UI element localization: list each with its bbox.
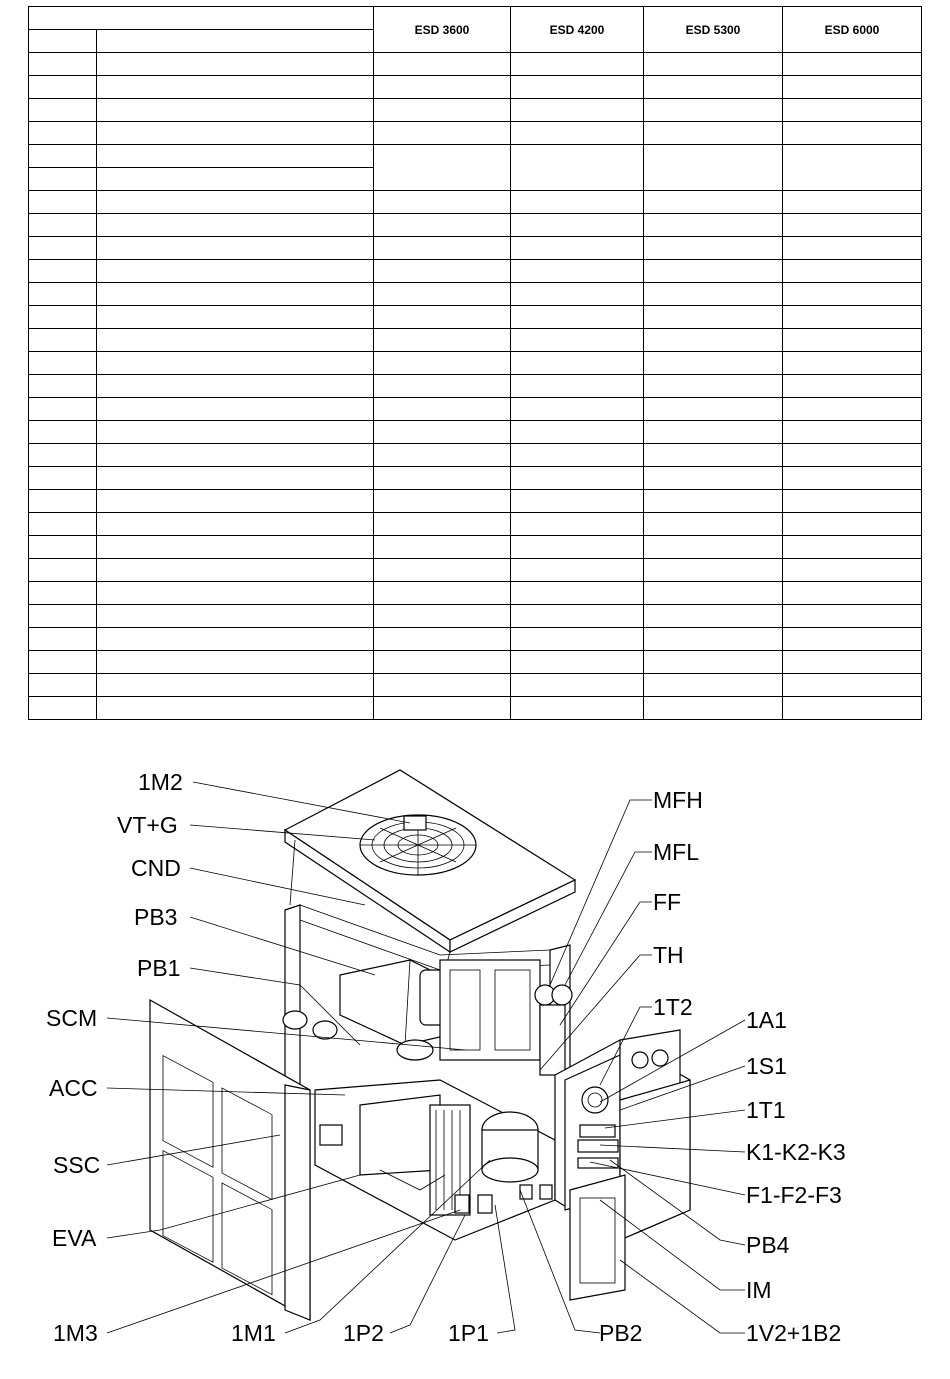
model-value-cell [644,674,783,697]
model-value-cell [783,122,922,145]
callout-label-acc: ACC [49,1075,98,1101]
model-value-cell [374,122,511,145]
model-value-cell [783,697,922,720]
model-value-cell [644,559,783,582]
model-value-cell [783,467,922,490]
model-value-cell [374,352,511,375]
model-value-cell [374,582,511,605]
model-value-cell [511,306,644,329]
description-cell [97,99,374,122]
model-value-cell [374,513,511,536]
callout-label-vt-g: VT+G [117,812,178,838]
model-value-cell [374,421,511,444]
code-cell [29,53,97,76]
description-cell [97,398,374,421]
table-row [29,674,922,697]
model-value-cell [511,674,644,697]
model-value-cell [644,536,783,559]
code-cell [29,536,97,559]
model-header-esd-5300: ESD 5300 [644,7,783,53]
model-value-cell [644,145,783,191]
description-cell [97,283,374,306]
description-cell [97,375,374,398]
model-value-cell [783,628,922,651]
model-value-cell [374,99,511,122]
description-cell [97,191,374,214]
callout-label-1m3: 1M3 [53,1320,98,1346]
model-value-cell [783,513,922,536]
code-cell [29,421,97,444]
model-value-cell [644,651,783,674]
model-value-cell [783,99,922,122]
model-value-cell [374,398,511,421]
model-value-cell [644,283,783,306]
code-cell [29,168,97,191]
model-value-cell [644,444,783,467]
table-row [29,122,922,145]
model-value-cell [511,375,644,398]
callout-label-1t2: 1T2 [653,994,693,1020]
description-cell [97,260,374,283]
table-row [29,536,922,559]
callout-label-1m2: 1M2 [138,769,183,795]
model-value-cell [374,260,511,283]
description-column-header [97,30,374,53]
callout-label-1p2: 1P2 [343,1320,384,1346]
model-value-cell [783,582,922,605]
model-value-cell [783,352,922,375]
model-header-esd-4200: ESD 4200 [511,7,644,53]
model-value-cell [511,214,644,237]
table-row [29,605,922,628]
callout-label-scm: SCM [46,1005,98,1031]
model-value-cell [511,352,644,375]
table-row [29,421,922,444]
model-value-cell [511,398,644,421]
model-value-cell [783,145,922,191]
code-cell [29,559,97,582]
model-value-cell [644,513,783,536]
model-value-cell [644,329,783,352]
table-row [29,651,922,674]
description-cell [97,421,374,444]
table-row [29,76,922,99]
callout-label-eva: EVA [52,1225,97,1251]
model-value-cell [511,651,644,674]
model-value-cell [783,490,922,513]
model-value-cell [511,145,644,191]
description-cell [97,674,374,697]
model-value-cell [374,674,511,697]
model-value-cell [511,99,644,122]
description-cell [97,559,374,582]
model-value-cell [511,283,644,306]
description-cell [97,145,374,168]
table-row [29,237,922,260]
callout-label-k1-k2-k3: K1-K2-K3 [746,1139,846,1165]
callout-label-ff: FF [653,889,682,915]
model-value-cell [374,490,511,513]
model-value-cell [644,421,783,444]
callout-label-1a1: 1A1 [746,1007,787,1033]
model-value-cell [644,582,783,605]
model-value-cell [783,674,922,697]
exploded-dryer-diagram [0,745,950,1379]
model-value-cell [511,559,644,582]
callout-label-1m1: 1M1 [231,1320,276,1346]
model-value-cell [374,559,511,582]
model-value-cell [374,191,511,214]
model-value-cell [644,191,783,214]
model-value-cell [511,697,644,720]
callout-label-1t1: 1T1 [746,1097,786,1123]
model-value-cell [374,76,511,99]
code-cell [29,283,97,306]
code-cell [29,582,97,605]
code-cell [29,352,97,375]
model-value-cell [783,559,922,582]
model-value-cell [783,260,922,283]
model-value-cell [783,329,922,352]
description-cell [97,605,374,628]
model-value-cell [511,628,644,651]
model-value-cell [511,444,644,467]
code-cell [29,513,97,536]
lower-assembly [315,1080,555,1240]
table-row [29,53,922,76]
model-value-cell [783,421,922,444]
description-cell [97,444,374,467]
model-value-cell [783,306,922,329]
model-value-cell [511,605,644,628]
table-row [29,99,922,122]
model-value-cell [644,490,783,513]
description-cell [97,697,374,720]
table-row [29,444,922,467]
electrical-control-box [555,1030,690,1300]
description-cell [97,651,374,674]
description-cell [97,122,374,145]
model-value-cell [374,605,511,628]
description-cell [97,53,374,76]
code-cell [29,145,97,168]
code-cell [29,76,97,99]
model-value-cell [374,444,511,467]
description-cell [97,76,374,99]
callout-label-im: IM [746,1277,772,1303]
model-value-cell [511,53,644,76]
rear-grille [440,960,540,1060]
code-cell [29,306,97,329]
model-value-cell [644,237,783,260]
model-value-cell [783,191,922,214]
callout-label-pb3: PB3 [134,904,178,930]
table-row [29,513,922,536]
description-cell [97,536,374,559]
model-value-cell [374,697,511,720]
description-cell [97,214,374,237]
table-row [29,145,922,168]
model-value-cell [374,329,511,352]
model-value-cell [783,651,922,674]
model-value-cell [783,536,922,559]
table-row [29,352,922,375]
code-cell [29,697,97,720]
callout-label-pb4: PB4 [746,1232,790,1258]
callout-label-cnd: CND [131,855,181,881]
callout-label-1s1: 1S1 [746,1053,787,1079]
callout-label-1v2-1b2: 1V2+1B2 [746,1320,842,1346]
model-value-cell [374,467,511,490]
model-value-cell [511,260,644,283]
table-row [29,490,922,513]
model-value-cell [783,76,922,99]
description-cell [97,467,374,490]
model-value-cell [783,237,922,260]
model-value-cell [511,490,644,513]
model-value-cell [644,628,783,651]
model-value-cell [511,582,644,605]
table-row [29,582,922,605]
model-value-cell [644,260,783,283]
model-value-cell [374,145,511,191]
model-value-cell [644,122,783,145]
table-row [29,467,922,490]
callout-label-ssc: SSC [53,1152,101,1178]
model-value-cell [374,214,511,237]
code-cell [29,490,97,513]
model-value-cell [511,329,644,352]
model-header-esd-6000: ESD 6000 [783,7,922,53]
model-value-cell [783,398,922,421]
description-cell [97,352,374,375]
description-cell [97,168,374,191]
description-cell [97,490,374,513]
model-value-cell [783,283,922,306]
model-value-cell [511,421,644,444]
table-row [29,329,922,352]
code-cell [29,628,97,651]
model-value-cell [783,444,922,467]
code-column-header [29,30,97,53]
callout-label-1p1: 1P1 [448,1320,489,1346]
code-cell [29,260,97,283]
model-value-cell [511,122,644,145]
model-value-cell [644,352,783,375]
table-row [29,260,922,283]
table-row [29,214,922,237]
model-value-cell [644,76,783,99]
model-value-cell [511,191,644,214]
code-cell [29,605,97,628]
model-value-cell [374,237,511,260]
model-value-cell [511,467,644,490]
code-cell [29,237,97,260]
code-cell [29,375,97,398]
model-header-esd-3600: ESD 3600 [374,7,511,53]
description-cell [97,628,374,651]
callout-label-f1-f2-f3: F1-F2-F3 [746,1182,842,1208]
model-value-cell [374,306,511,329]
code-cell [29,674,97,697]
model-value-cell [511,513,644,536]
description-cell [97,513,374,536]
callout-label-pb1: PB1 [137,955,181,981]
callout-label-mfh: MFH [653,787,703,813]
model-value-cell [644,605,783,628]
callout-label-mfl: MFL [653,839,699,865]
model-value-cell [644,467,783,490]
description-cell [97,306,374,329]
model-value-cell [644,306,783,329]
model-value-cell [783,375,922,398]
callout-label-th: TH [653,942,684,968]
model-value-cell [644,697,783,720]
description-cell [97,582,374,605]
model-value-cell [644,99,783,122]
table-row [29,283,922,306]
condenser-fan [360,815,476,875]
model-value-cell [644,375,783,398]
code-cell [29,467,97,490]
code-cell [29,444,97,467]
model-value-cell [374,651,511,674]
model-value-cell [511,76,644,99]
model-value-cell [374,53,511,76]
header-blank-cell [29,7,374,30]
description-cell [97,329,374,352]
table-header-row [29,7,922,30]
model-value-cell [783,53,922,76]
code-cell [29,122,97,145]
code-cell [29,398,97,421]
model-value-cell [644,398,783,421]
description-cell [97,237,374,260]
table-row [29,697,922,720]
parts-specification-table [28,6,922,720]
table-row [29,398,922,421]
model-value-cell [783,214,922,237]
code-cell [29,191,97,214]
model-value-cell [511,536,644,559]
model-value-cell [783,605,922,628]
table-body [29,7,922,720]
model-value-cell [511,237,644,260]
model-value-cell [374,375,511,398]
model-value-cell [374,536,511,559]
model-value-cell [644,214,783,237]
callout-label-pb2: PB2 [599,1320,643,1346]
code-cell [29,651,97,674]
table-row [29,191,922,214]
table-row [29,306,922,329]
table-row [29,375,922,398]
code-cell [29,329,97,352]
model-value-cell [374,628,511,651]
table-row [29,628,922,651]
code-cell [29,99,97,122]
model-value-cell [374,283,511,306]
model-value-cell [644,53,783,76]
table-row [29,559,922,582]
code-cell [29,214,97,237]
